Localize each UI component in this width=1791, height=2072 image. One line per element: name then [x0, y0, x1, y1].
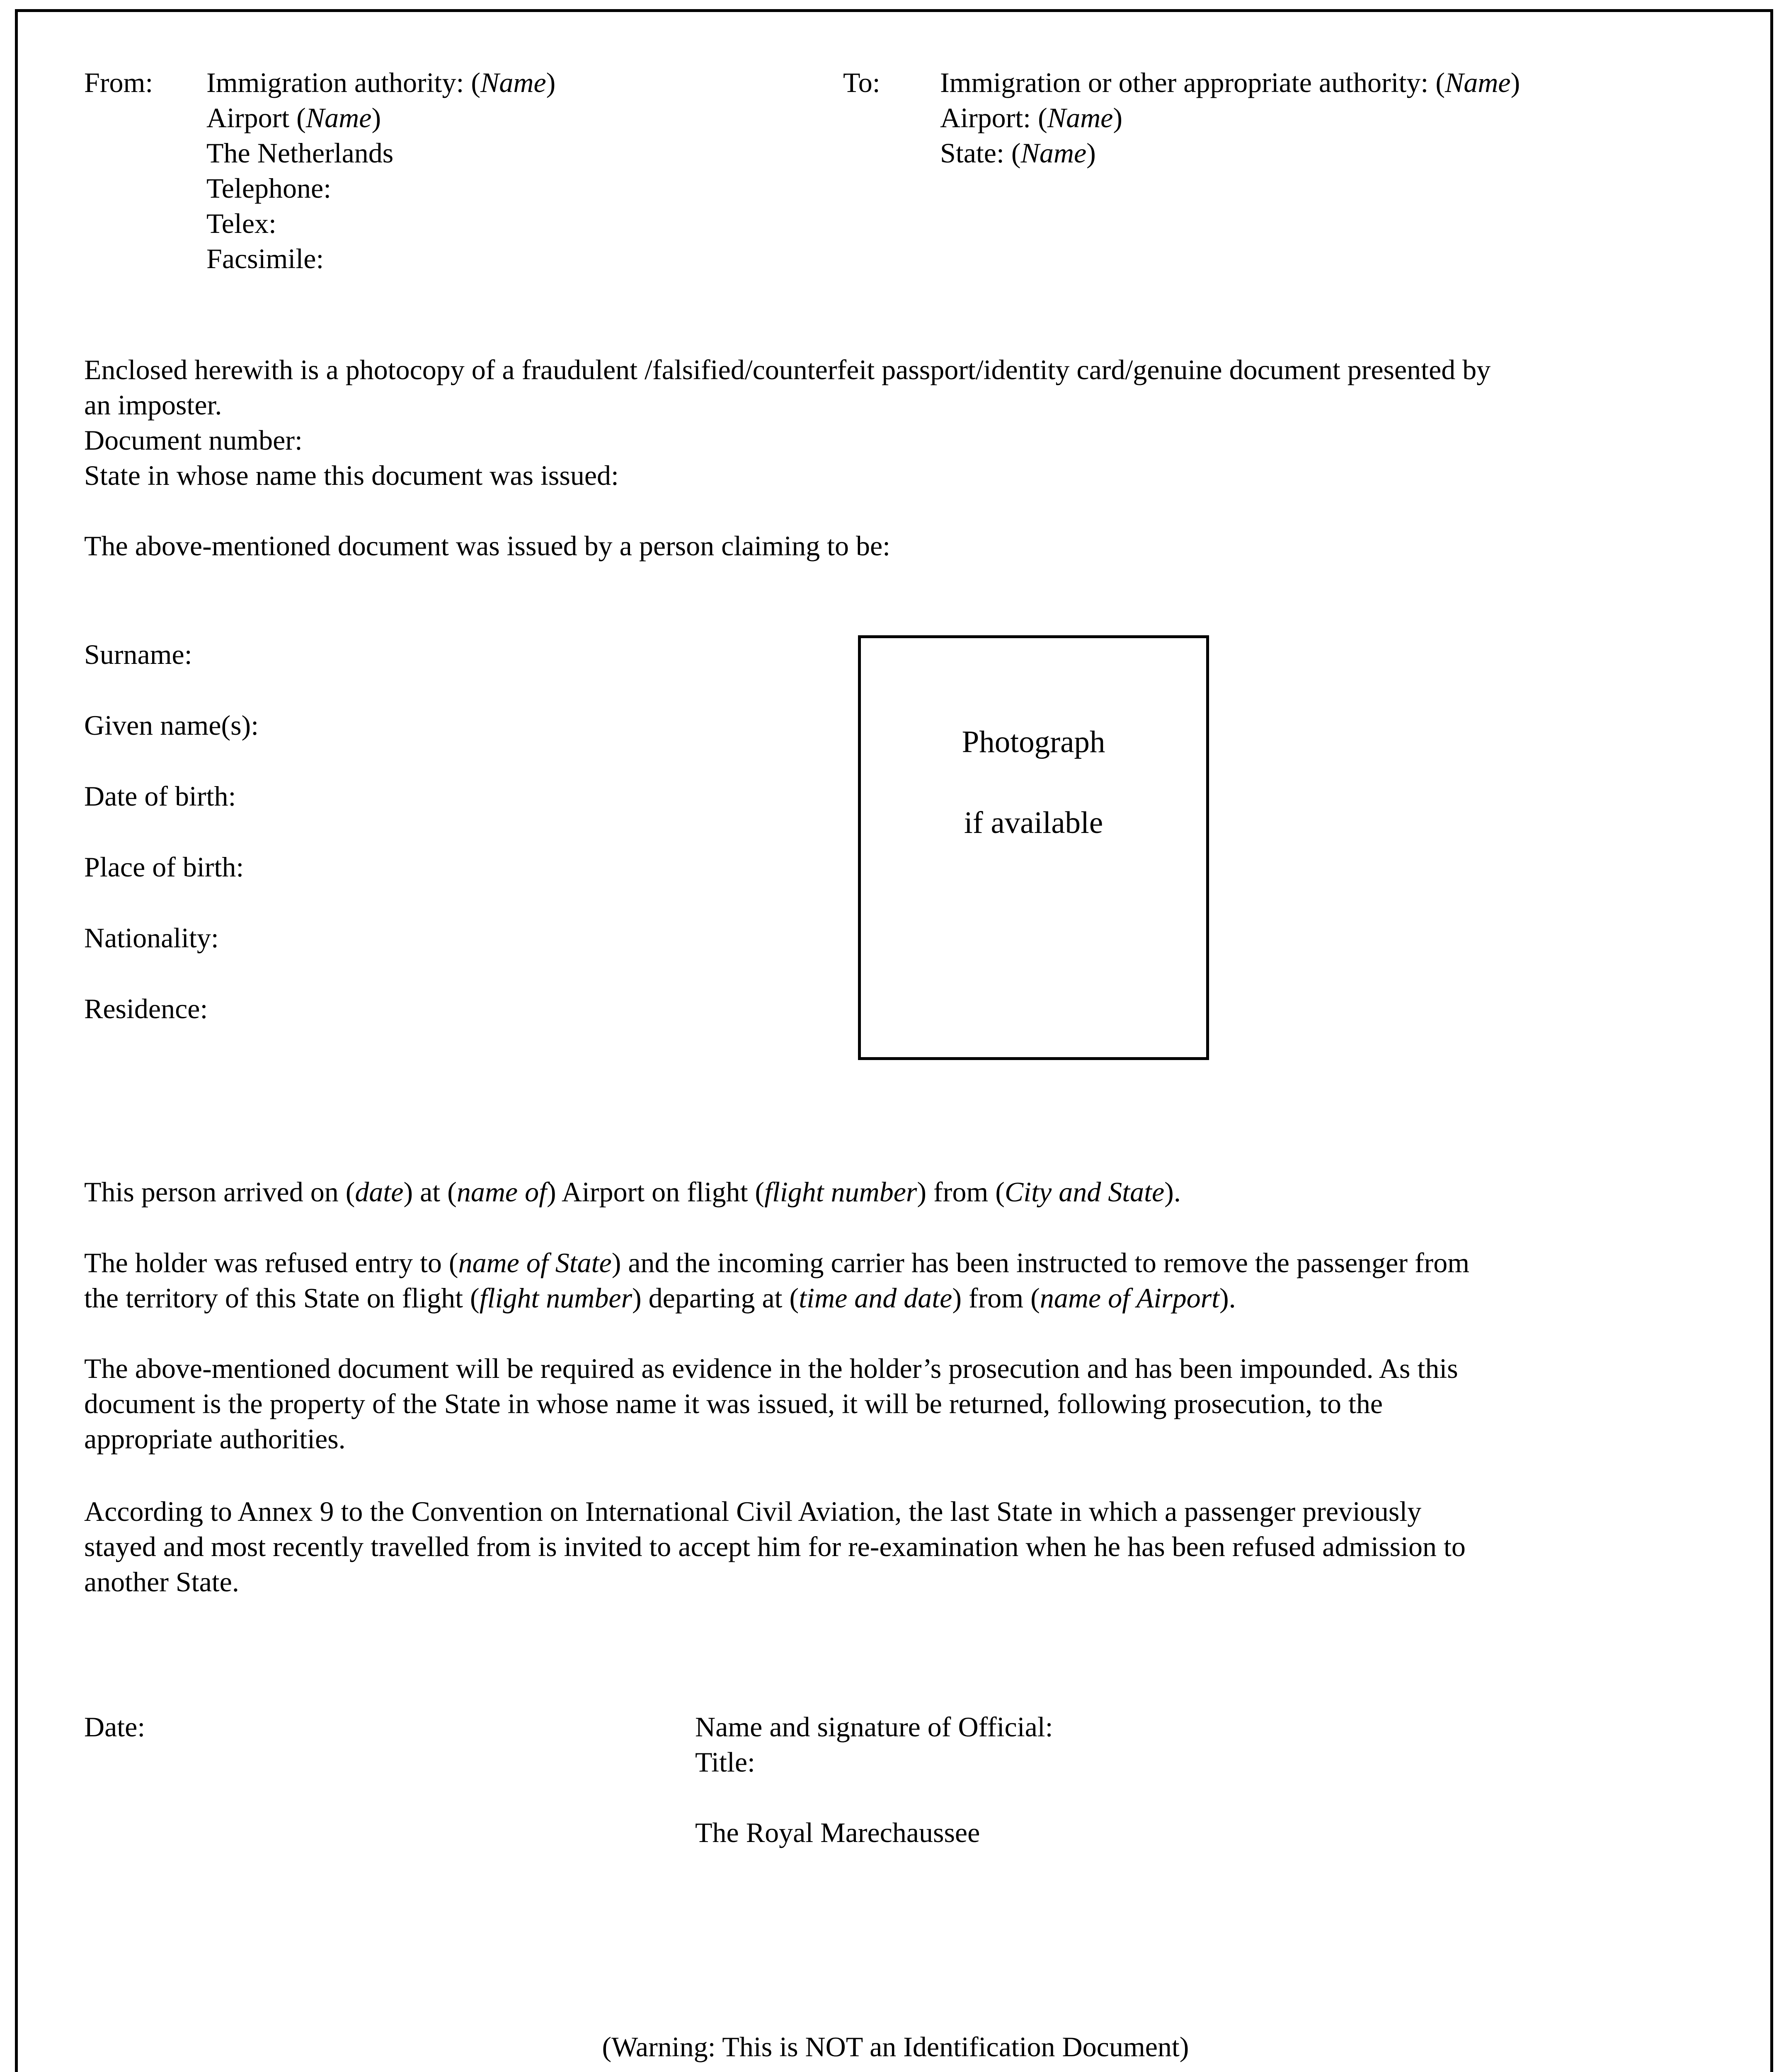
from-block: [206, 65, 555, 276]
to-authority: Immigration or other appropriate authority: (Name): [940, 67, 1520, 98]
signature-block: [695, 1709, 1053, 1850]
organization-name: The Royal Marechaussee: [695, 1817, 980, 1848]
to-block: [940, 65, 1520, 171]
date-label: Date:: [84, 1711, 145, 1743]
photograph-box: [858, 635, 1209, 1060]
annex-paragraph: According to Annex 9 to the Convention on International Civil Aviation, the last State in which a passenger previously stayed and most recently travelled from is invited to accept him for re-examination when he has been refused admission to another State.: [84, 1496, 1466, 1598]
official-name-signature-label: Name and signature of Official:: [695, 1711, 1053, 1743]
enclosed-paragraph: [84, 352, 1659, 493]
from-airport: Airport (Name): [206, 102, 381, 133]
given-names-label: Given name(s):: [84, 709, 259, 741]
title-label: Title:: [695, 1746, 755, 1778]
from-telephone: Telephone:: [206, 172, 332, 204]
residence-label: Residence:: [84, 993, 208, 1024]
date-of-birth-label: Date of birth:: [84, 780, 236, 812]
warning-notice: (Warning: This is NOT an Identification Document): [602, 2031, 1189, 2062]
place-of-birth-label: Place of birth:: [84, 851, 244, 883]
arrival-paragraph: This person arrived on (date) at (name of) Airport on flight (flight number) from (City and State).: [84, 1176, 1181, 1208]
enclosed-line-2: an imposter.: [84, 389, 222, 421]
from-authority: Immigration authority: (Name): [206, 67, 556, 98]
issuing-state-label: State in whose name this document was issued:: [84, 460, 619, 491]
to-state: State: (Name): [940, 137, 1096, 169]
surname-label: Surname:: [84, 639, 192, 670]
document-number-label: Document number:: [84, 424, 303, 456]
from-country: The Netherlands: [206, 137, 394, 169]
if-available-label: if available: [964, 806, 1103, 840]
to-label: To:: [843, 67, 880, 98]
from-telex: Telex:: [206, 208, 276, 239]
refused-paragraph: The holder was refused entry to (name of State) and the incoming carrier has been instructed to remove the passenger from the territory of this State on flight (flight number) departing at (time and date) from (name of Airport).: [84, 1247, 1470, 1314]
evidence-paragraph: The above-mentioned document will be required as evidence in the holder’s prosecution and has been impounded. As this document is the property of the State in whose name it was issued, it will be returned, following prosecution, to the appropriate authorities.: [84, 1353, 1458, 1455]
enclosed-line-1: Enclosed herewith is a photocopy of a fraudulent /falsified/counterfeit passport/identity card/genuine document presented by: [84, 354, 1491, 385]
from-facsimile: Facsimile:: [206, 243, 324, 274]
to-airport: Airport: (Name): [940, 102, 1123, 133]
spacer: [695, 1780, 1053, 1815]
photograph-label: Photograph: [962, 725, 1105, 759]
from-label: From:: [84, 67, 153, 98]
nationality-label: Nationality:: [84, 922, 219, 954]
claiming-statement: The above-mentioned document was issued by a person claiming to be:: [84, 530, 891, 562]
